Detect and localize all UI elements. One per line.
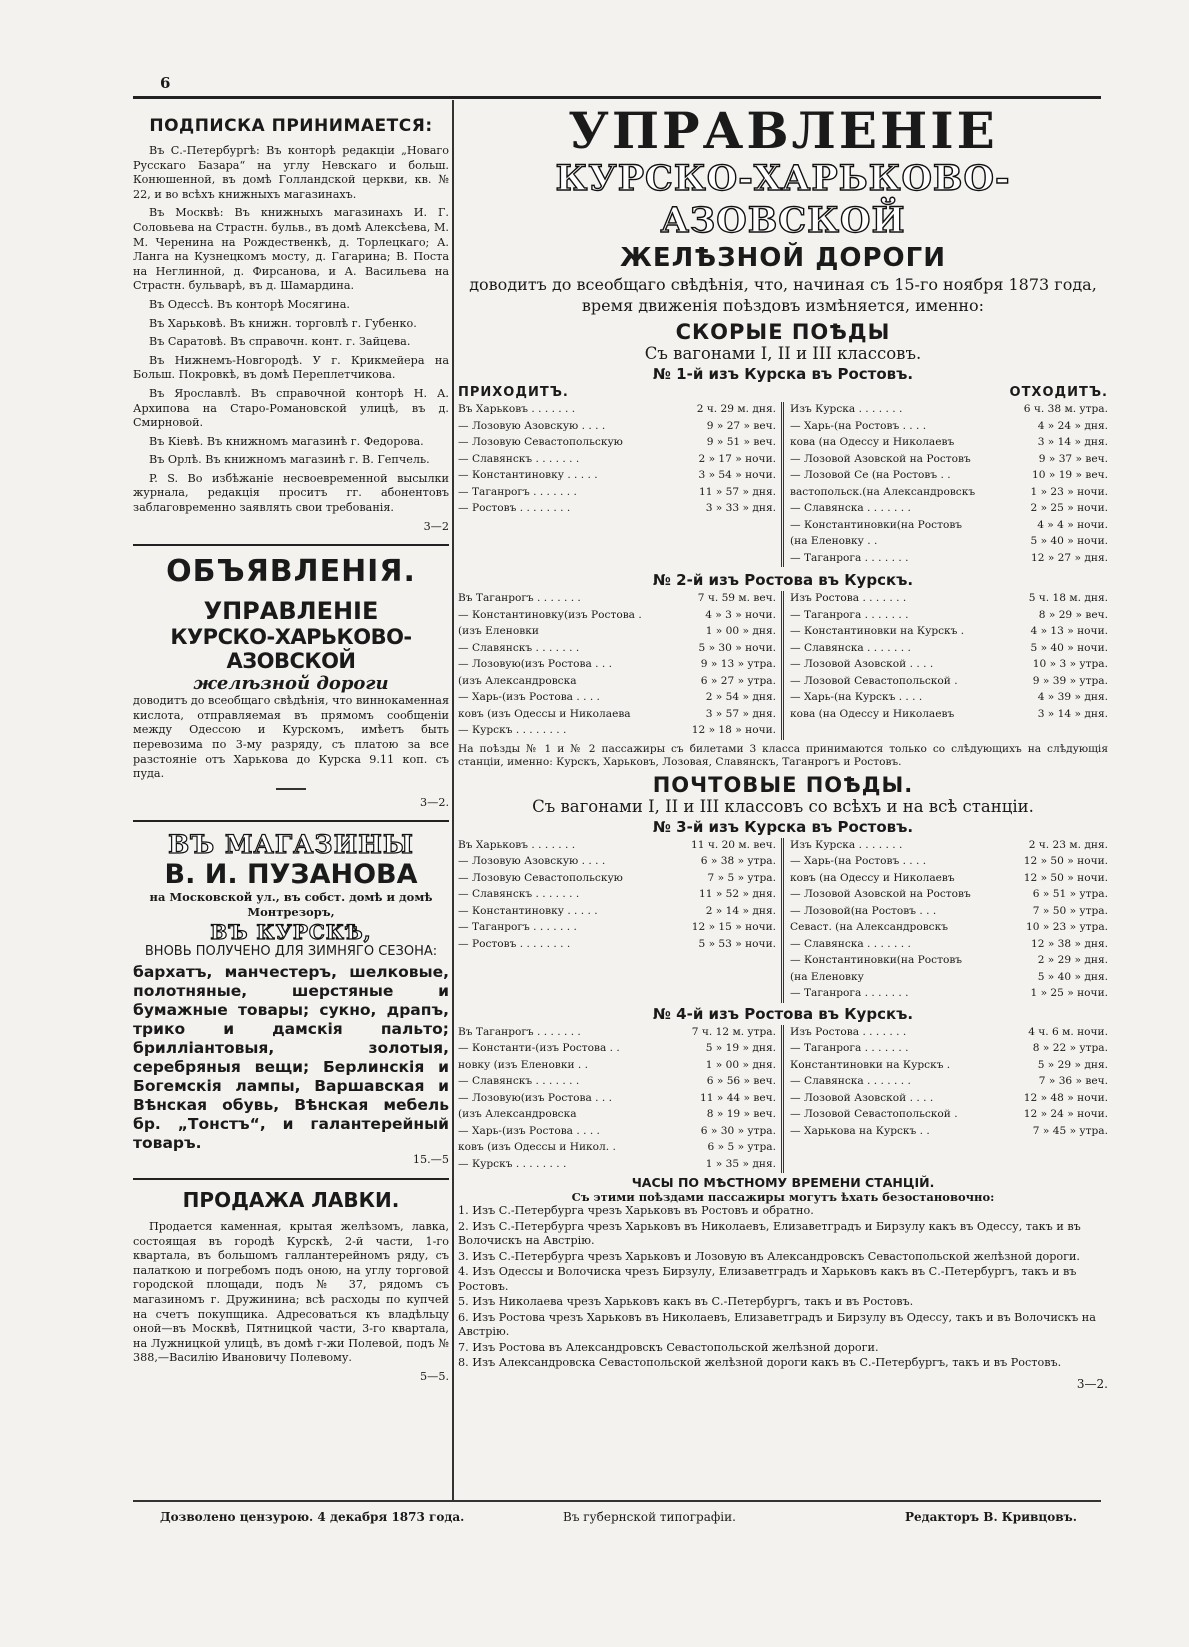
ad3-text: Продается каменная, крытая желѣзомъ, лавка, состоящая въ городѣ Курскѣ, 2-й части, 1-го квартала, въ большомъ галлантерейномъ ряду, съ палаткою и погребомъ подъ оною, на углу торговой городской площади, подъ № 37, рядомъ съ магазиномъ г. Дружинина; всѣ расходы по купчей на счетъ покупщика. Адресоваться къ владѣльцу оной—въ Москвѣ, Пятницкой части, 3-го квартала, на Лужницкой улицѣ, въ домѣ г-жи Полевой, подъ № 388,—Василію Ивановичу Полевому. (133, 1220, 449, 1365)
timetable-row (458, 641, 776, 658)
time-cell: 7 » 5 » утра. (707, 871, 776, 884)
station-cell: (изъ Александровска (458, 1108, 577, 1120)
time-cell: 12 » 50 » ночи. (1023, 855, 1108, 867)
station-cell: Изъ Курска . . . . . . . (790, 403, 903, 415)
timetable-row (790, 854, 1108, 871)
timetable-row (458, 452, 776, 469)
arrive-label: ПРИХОДИТЪ. (458, 385, 569, 400)
station-cell: Въ Харьковъ . . . . . . . (458, 403, 576, 415)
route-item: 3. Изъ С.-Петербурга чрезъ Харьковъ и Лозовую въ Александровскъ Севастопольской желѣзной дороги. (458, 1249, 1080, 1263)
subscription-entries (133, 144, 449, 516)
time-cell: 12 » 24 » ночи. (1023, 1108, 1108, 1120)
timetable-row (790, 402, 1108, 419)
ad1-dash (276, 788, 306, 790)
timetable-row (458, 937, 776, 954)
station-cell: — Константиновки на Курскъ . (790, 625, 965, 637)
timetable-row (790, 904, 1108, 921)
route-item: 2. Изъ С.-Петербурга чрезъ Харьковъ въ Николаевъ, Елизаветградъ и Бирзулу какъ въ Одессу, такъ и въ Волочискъ на Австрію. (458, 1219, 1081, 1247)
station-cell: — Константиновку(изъ Ростова . (458, 608, 642, 621)
timetable-row (790, 986, 1108, 1003)
time-cell: 4 » 13 » ночи. (1030, 625, 1108, 637)
subscription-entry: Въ С.-Петербургѣ: Въ конторѣ редакціи „Новаго Русскаго Базара“ на углу Невскаго и больш. Конюшенной, въ домѣ Голландской церкви, кв. № 22, и во всѣхъ книжныхъ магазинахъ. (133, 144, 449, 201)
timetable-row (458, 723, 776, 740)
time-cell: 3 » 14 » дня. (1037, 436, 1108, 448)
timetable-row (790, 501, 1108, 518)
station-cell: — Харь-(на Курскъ . . . . (790, 691, 923, 703)
subscription-title: ПОДПИСКА ПРИНИМАЕТСЯ: (149, 116, 433, 136)
time-cell: 1 » 00 » дня. (705, 1058, 776, 1071)
timetable-row (790, 591, 1108, 608)
timetable-row (790, 838, 1108, 855)
mail-sub: Съ вагонами I, II и III классовъ со всѣхъ и на всѣ станціи. (532, 796, 1034, 816)
station-cell: — Славянскъ . . . . . . . (458, 452, 580, 465)
time-cell: 2 ч. 29 м. дня. (696, 403, 776, 415)
time-cell: 12 » 27 » дня. (1030, 551, 1108, 564)
station-cell: — Лозовой Азовской на Ростовъ (790, 888, 971, 900)
station-cell: — Лозовой(на Ростовъ . . . (790, 904, 937, 917)
station-cell: Изъ Ростова . . . . . . . (790, 1025, 907, 1038)
timetable-row (458, 674, 776, 691)
time-cell: 3 » 54 » ночи. (698, 469, 776, 481)
station-cell: — Таганрога . . . . . . . (790, 987, 909, 999)
ad2-line4: ВЪ КУРСКѢ, (210, 920, 372, 945)
station-cell: ковъ (на Одессу и Николаевъ (790, 871, 955, 884)
train2-title: № 2-й изъ Ростова въ Курскъ. (652, 571, 914, 589)
express-title: СКОРЫЕ ПОѢДЫ (675, 320, 891, 344)
time-cell: 5 » 40 » ночи. (1030, 641, 1108, 654)
time-cell: 6 » 27 » утра. (700, 674, 776, 687)
time-cell: 11 » 44 » веч. (700, 1091, 776, 1104)
timetable-row (458, 1124, 776, 1141)
station-cell: (на Еленовку . . (790, 535, 878, 547)
timetable-row (790, 1058, 1108, 1075)
timetable-row (790, 1041, 1108, 1058)
ad2-line3: на Московской ул., въ собст. домѣ и домѣ Монтрезоръ, (149, 890, 433, 920)
station-cell: ковъ (изъ Одессы и Николаева (458, 707, 631, 720)
timetable-row (790, 1091, 1108, 1108)
top-rule (133, 96, 1101, 99)
time-cell: 9 » 51 » веч. (706, 436, 776, 448)
timetable-row (458, 608, 776, 625)
time-cell: 2 ч. 23 м. дня. (1028, 838, 1108, 851)
time-cell: 10 » 19 » веч. (1032, 469, 1108, 481)
subscription-sig: 3—2 (423, 519, 449, 533)
hours-sub: Съ этими поѣздами пассажиры могутъ ѣхать безостановочно: (571, 1190, 995, 1204)
station-cell: Константиновки на Курскъ . (790, 1058, 951, 1071)
station-cell: — Славянскъ . . . . . . . (458, 888, 580, 900)
timetable-row (790, 690, 1108, 707)
station-cell: — Константиновку . . . . . (458, 904, 598, 917)
ad2-line5: ВНОВЬ ПОЛУЧЕНО ДЛЯ ЗИМНЯГО СЕЗОНА: (144, 944, 438, 960)
editor-note: Редакторъ В. Кривцовъ. (905, 1510, 1077, 1524)
station-cell: — Константиновки(на Ростовъ (790, 954, 963, 966)
timetable-row (458, 904, 776, 921)
station-cell: — Таганрога . . . . . . . (790, 1042, 909, 1054)
station-cell: — Курскъ . . . . . . . . (458, 1157, 567, 1170)
station-cell: — Константиновки(на Ростовъ (790, 518, 963, 531)
station-cell: — Лозовую Азовскую . . . . (458, 855, 606, 867)
station-cell: новку (изъ Еленовки . . (458, 1058, 588, 1071)
time-cell: 9 » 39 » утра. (1032, 674, 1108, 687)
timetable-row (458, 1157, 776, 1174)
time-cell: 1 » 00 » дня. (705, 625, 776, 637)
station-cell: (изъ Александровска (458, 674, 577, 687)
subscription-entry: Въ Одессѣ. Въ конторѣ Мосягина. (149, 297, 350, 311)
timetable-row (458, 854, 776, 871)
timetable-row (458, 1074, 776, 1091)
station-cell: Въ Харьковъ . . . . . . . (458, 838, 576, 851)
time-cell: 8 » 22 » утра. (1032, 1042, 1108, 1054)
station-cell: — Лозовую(изъ Ростова . . . (458, 1091, 612, 1104)
timetable-row (790, 624, 1108, 641)
station-cell: — Харь-(на Ростовъ . . . . (790, 855, 927, 867)
timetable-row (458, 707, 776, 724)
station-cell: — Лозовой Севастопольской . (790, 674, 958, 687)
ad2-line2: В. И. ПУЗАНОВА (164, 859, 418, 891)
time-cell: 11 » 52 » дня. (698, 888, 776, 900)
timetable-row (458, 871, 776, 888)
time-cell: 3 » 57 » дня. (705, 707, 776, 720)
timetable-row (458, 402, 776, 419)
timetable-row (790, 920, 1108, 937)
time-cell: 4 ч. 6 м. ночи. (1028, 1025, 1108, 1038)
station-cell: — Харь-(изъ Ростова . . . . (458, 1124, 600, 1137)
timetable-row (790, 887, 1108, 904)
timetable-row (458, 485, 776, 502)
station-cell: — Таганрогъ . . . . . . . (458, 485, 577, 498)
time-cell: 4 » 3 » ночи. (705, 608, 776, 621)
timetable-row (790, 953, 1108, 970)
left-column (133, 112, 449, 1385)
column-divider (452, 100, 454, 1500)
train3-arrivals (458, 838, 776, 1003)
separator (133, 544, 449, 546)
ad1-sig: 3—2. (420, 795, 449, 809)
timetable-row (458, 920, 776, 937)
station-cell: ковъ (изъ Одессы и Никол. . (458, 1141, 616, 1153)
time-cell: 9 » 37 » веч. (1038, 452, 1108, 465)
station-cell: — Лозовую Севастопольскую (458, 436, 623, 448)
separator (133, 820, 449, 822)
printer-note: Въ губернской типографіи. (563, 1510, 736, 1524)
express-sub: Съ вагонами I, II и III классовъ. (644, 344, 922, 363)
timetable-row (790, 608, 1108, 625)
time-cell: 11 » 57 » дня. (698, 485, 776, 498)
timetable-row (790, 551, 1108, 568)
timetable-row (458, 690, 776, 707)
ad2-line1: ВЪ МАГАЗИНЫ (168, 830, 414, 860)
station-cell: — Славянска . . . . . . . (790, 1075, 911, 1087)
time-cell: 12 » 15 » ночи. (691, 921, 776, 933)
station-cell: — Славянскъ . . . . . . . (458, 1075, 580, 1087)
ad1-line1: УПРАВЛЕНІЕ (203, 597, 379, 626)
timetable-row (790, 518, 1108, 535)
time-cell: 5 » 30 » ночи. (698, 641, 776, 654)
time-cell: 2 » 14 » дня. (705, 904, 776, 917)
ad2-goods: бархатъ, манчестеръ, шелковые, полотняные, шерстяные и бумажные товары; сукно, драпъ, трико и дамскія пальто; брилліантовыя, золотыя, серебряныя вещи; Берлинскія и Богемскія лампы, Варшавская и Вѣнская обувь, Вѣнская мебель бр. „Тонстъ“, и галантерейный товаръ. (133, 963, 449, 1153)
time-cell: 2 » 17 » ночи. (698, 452, 776, 465)
train2-tables (458, 591, 1108, 740)
station-cell: — Ростовъ . . . . . . . . (458, 502, 571, 514)
timetable-row (790, 468, 1108, 485)
ad1-line3: желѣзной дороги (193, 673, 389, 695)
timetable-row (790, 674, 1108, 691)
timetable-row (790, 707, 1108, 724)
timetable-row (458, 838, 776, 855)
time-cell: 7 » 45 » утра. (1032, 1124, 1108, 1137)
timetable-row (790, 1074, 1108, 1091)
station-cell: — Лозовой Азовской . . . . (790, 1091, 934, 1104)
time-cell: 4 » 24 » дня. (1037, 419, 1108, 432)
subscription-entry: Въ Нижнемъ-Новгородѣ. У г. Крикмейера на Больш. Покровкѣ, въ домѣ Переплетчикова. (133, 353, 449, 382)
station-cell: — Ростовъ . . . . . . . . (458, 937, 571, 950)
station-cell: (на Еленовку (790, 970, 864, 983)
station-cell: — Славянска . . . . . . . (790, 641, 911, 654)
time-cell: 2 » 25 » ночи. (1030, 502, 1108, 514)
time-cell: 3 » 14 » дня. (1037, 707, 1108, 720)
time-cell: 3 » 33 » дня. (705, 502, 776, 514)
ad1-text: доводитъ до всеобщаго свѣдѣнія, что виннокаменная кислота, отправляемая въ прямомъ сообщеніи между Одессою и Курскомъ, имѣетъ быть перевозима по 3-му разряду, съ платою за все разстояніе отъ Харькова до Курска 9.11 коп. съ пуда. (133, 694, 449, 781)
time-cell: 1 » 35 » дня. (705, 1157, 776, 1170)
timetable-row (458, 501, 776, 518)
station-cell: Изъ Курска . . . . . . . (790, 838, 903, 851)
time-cell: 5 » 29 » дня. (1037, 1058, 1108, 1071)
time-cell: 4 » 4 » ночи. (1037, 518, 1108, 531)
time-cell: 4 » 39 » дня. (1037, 691, 1108, 703)
route-item: 6. Изъ Ростова чрезъ Харьковъ въ Николаевъ, Елизаветградъ и Бирзулу въ Одессу, такъ и въ Волочискъ на Австрію. (458, 1310, 1096, 1338)
railway-title2: КУРСКО-ХАРЬКОВО-АЗОВСКОЙ (555, 158, 1011, 241)
timetable-row (790, 435, 1108, 452)
station-cell: — Лозовую Азовскую . . . . (458, 419, 606, 432)
station-cell: — Таганрога . . . . . . . (790, 551, 909, 564)
mail-title: ПОЧТОВЫЕ ПОѢДЫ. (652, 772, 914, 797)
time-cell: 12 » 48 » ночи. (1023, 1091, 1108, 1104)
timetable-row (458, 1107, 776, 1124)
railway-title1: УПРАВЛЕНІЕ (568, 101, 998, 160)
timetable-row (458, 435, 776, 452)
train3-title: № 3-й изъ Курска въ Ростовъ. (652, 817, 914, 836)
arr-dep-header (458, 385, 1108, 400)
timetable-row (790, 871, 1108, 888)
train1-title: № 1-й изъ Курска въ Ростовъ. (652, 365, 914, 383)
right-column (458, 101, 1108, 1391)
time-cell: 12 » 18 » ночи. (691, 724, 776, 736)
timetable-row (458, 887, 776, 904)
timetable-row (790, 641, 1108, 658)
timetable-row (790, 485, 1108, 502)
time-cell: 5 » 19 » дня. (705, 1042, 776, 1054)
time-cell: 1 » 23 » ночи. (1030, 485, 1108, 498)
train4-arrivals (458, 1025, 776, 1174)
station-cell: — Славянска . . . . . . . (790, 502, 911, 514)
subscription-entry: Въ Ярославлѣ. Въ справочной конторѣ Н. А. Архипова на Старо-Романовской улицѣ, въ д. Смирновой. (133, 386, 449, 430)
station-cell: — Таганрогъ . . . . . . . (458, 921, 577, 933)
station-cell: — Славянскъ . . . . . . . (458, 641, 580, 654)
hours-title: ЧАСЫ ПО МѢСТНОМУ ВРЕМЕНИ СТАНЦІЙ. (631, 1175, 935, 1190)
train1-departures (781, 402, 1108, 567)
separator (133, 1178, 449, 1180)
time-cell: 7 ч. 59 м. веч. (697, 592, 776, 604)
ads-title: ОБЪЯВЛЕНІЯ. (166, 554, 416, 590)
time-cell: 2 » 29 » дня. (1037, 954, 1108, 966)
train2-arrivals (458, 591, 776, 740)
time-cell: 6 » 38 » утра. (700, 855, 776, 867)
route-item: 7. Изъ Ростова въ Александровскъ Севастопольской желѣзной дороги. (458, 1340, 879, 1354)
station-cell: — Таганрога . . . . . . . (790, 608, 909, 621)
routes-list (458, 1204, 1108, 1371)
station-cell: (изъ Еленовки (458, 625, 539, 637)
time-cell: 10 » 3 » утра. (1032, 658, 1108, 670)
train2-departures (781, 591, 1108, 740)
timetable-row (458, 1025, 776, 1042)
timetable-row (790, 937, 1108, 954)
station-cell: Въ Таганрогъ . . . . . . . (458, 592, 581, 604)
station-cell: — Лозовой Севастопольской . (790, 1108, 958, 1120)
station-cell: — Лозовую(изъ Ростова . . . (458, 658, 612, 670)
time-cell: 1 » 25 » ночи. (1030, 987, 1108, 999)
station-cell: Въ Таганрогъ . . . . . . . (458, 1025, 581, 1038)
time-cell: 11 ч. 20 м. веч. (690, 838, 776, 851)
ad1-line2: КУРСКО-ХАРЬКОВО-АЗОВСКОЙ (170, 625, 412, 674)
station-cell: — Лозовой Се (на Ростовъ . . (790, 469, 951, 481)
timetable-row (458, 624, 776, 641)
railway-sig: 3—2. (1076, 1376, 1108, 1391)
timetable-row (458, 1091, 776, 1108)
timetable-row (458, 468, 776, 485)
station-cell: вастопольск.(на Александровскъ (790, 485, 976, 498)
train3-tables (458, 838, 1108, 1003)
time-cell: 8 » 29 » веч. (1038, 608, 1108, 621)
time-cell: 9 » 13 » утра. (700, 658, 776, 670)
timetable-row (790, 419, 1108, 436)
route-item: 4. Изъ Одессы и Волочиска чрезъ Бирзулу, Елизаветградъ и Харьковъ какъ въ С.-Петербургъ, такъ и въ Ростовъ. (458, 1265, 1077, 1293)
time-cell: 5 ч. 18 м. дня. (1028, 592, 1108, 604)
time-cell: 6 » 5 » утра. (707, 1141, 776, 1153)
subscription-entry: Въ Орлѣ. Въ книжномъ магазинѣ г. В. Гепчель. (149, 453, 430, 467)
subscription-entry: Въ Харьковѣ. Въ книжн. торговлѣ г. Губенко. (149, 316, 417, 330)
class3-note: На поѣзды № 1 и № 2 пассажиры съ билетами 3 класса принимаются только со слѣдующихъ на слѣдующія станціи, именно: Курскъ, Харьковъ, Лозовая, Славянскъ, Таганрогъ и Ростовъ. (458, 742, 1108, 768)
ad2-sig: 15.—5 (412, 1153, 449, 1167)
station-cell: Севаст. (на Александровскъ (790, 921, 948, 933)
station-cell: — Харькова на Курскъ . . (790, 1124, 930, 1137)
time-cell: 6 » 51 » утра. (1032, 888, 1108, 900)
route-item: 5. Изъ Николаева чрезъ Харьковъ какъ въ С.-Петербургъ, такъ и въ Ростовъ. (458, 1295, 914, 1308)
bottom-rule (133, 1500, 1101, 1502)
time-cell: 8 » 19 » веч. (706, 1108, 776, 1120)
station-cell: кова (на Одессу и Николаевъ (790, 707, 955, 720)
timetable-row (458, 1041, 776, 1058)
station-cell: — Харь-(изъ Ростова . . . . (458, 691, 600, 703)
train4-title: № 4-й изъ Ростова въ Курскъ. (652, 1004, 914, 1023)
time-cell: 5 » 53 » ночи. (698, 937, 776, 950)
time-cell: 7 ч. 12 м. утра. (691, 1025, 776, 1038)
time-cell: 6 » 30 » утра. (700, 1124, 776, 1137)
route-item: 8. Изъ Александровска Севастопольской желѣзной дороги какъ въ С.-Петербургъ, такъ и въ Ростовъ. (458, 1356, 1062, 1369)
station-cell: — Лозовую Севастопольскую (458, 871, 623, 884)
censor-note: Дозволено цензурою. 4 декабря 1873 года. (160, 1510, 465, 1524)
train3-departures (781, 838, 1108, 1003)
time-cell: 12 » 38 » дня. (1030, 937, 1108, 950)
time-cell: 5 » 40 » дня. (1037, 970, 1108, 983)
timetable-row (790, 1124, 1108, 1141)
timetable-row (790, 534, 1108, 551)
train1-tables (458, 402, 1108, 567)
subscription-entry: Въ Саратовѣ. Въ справочн. конт. г. Зайцева. (149, 335, 411, 349)
train4-departures (781, 1025, 1108, 1174)
railway-lead: доводитъ до всеобщаго свѣдѣнія, что, начиная съ 15-го ноября 1873 года, время движенія поѣздовъ измѣняется, именно: (469, 275, 1097, 315)
station-cell: — Лозовой Азовской на Ростовъ (790, 452, 971, 465)
ad3-sig: 5—5. (420, 1369, 449, 1383)
station-cell: ковa (на Одессу и Николаевъ (790, 436, 955, 448)
time-cell: 6 ч. 38 м. утра. (1023, 403, 1108, 415)
page-number: 6 (160, 74, 171, 92)
time-cell: 7 » 50 » утра. (1032, 904, 1108, 917)
station-cell: Изъ Ростова . . . . . . . (790, 592, 907, 604)
timetable-row (790, 970, 1108, 987)
timetable-row (458, 1140, 776, 1157)
time-cell: 12 » 50 » ночи. (1023, 871, 1108, 884)
train4-tables (458, 1025, 1108, 1174)
station-cell: — Славянска . . . . . . . (790, 937, 911, 950)
route-item: 1. Изъ С.-Петербурга чрезъ Харьковъ въ Ростовъ и обратно. (458, 1204, 814, 1217)
timetable-row (790, 452, 1108, 469)
train1-arrivals (458, 402, 776, 567)
time-cell: 5 » 40 » ночи. (1030, 535, 1108, 547)
timetable-row (790, 1025, 1108, 1042)
timetable-row (790, 657, 1108, 674)
timetable-row (458, 591, 776, 608)
ad3-title: ПРОДАЖА ЛАВКИ. (182, 1188, 400, 1212)
subscription-entry: Въ Москвѣ: Въ книжныхъ магазинахъ И. Г. Соловьева на Страстн. бульв., въ домѣ Алексѣева, М. М. Черенина на Рождественкѣ, д. Торлецкаго; А. Ланга на Кузнецкомъ мосту, д. Гагарина; В. Поста на Неглинной, д. Фирсанова, и А. Васильева на Страстн. бульварѣ, въ д. Шамардина. (133, 206, 449, 293)
railway-title3: ЖЕЛѢЗНОЙ ДОРОГИ (620, 243, 946, 273)
time-cell: 2 » 54 » дня. (705, 691, 776, 703)
timetable-row (458, 657, 776, 674)
station-cell: — Курскъ . . . . . . . . (458, 724, 567, 736)
depart-label: ОТХОДИТЪ. (1009, 385, 1108, 400)
subscription-entry: Въ Кіевѣ. Въ книжномъ магазинѣ г. Федорова. (149, 434, 424, 448)
timetable-row (458, 1058, 776, 1075)
timetable-row (790, 1107, 1108, 1124)
time-cell: 9 » 27 » веч. (706, 419, 776, 432)
time-cell: 7 » 36 » веч. (1038, 1075, 1108, 1087)
station-cell: — Лозовой Азовской . . . . (790, 658, 934, 670)
station-cell: — Константи-(изъ Ростова . . (458, 1042, 620, 1054)
subscription-entry: P. S. Во избѣжаніе несвоевременной высылки журнала, редакція проситъ гг. абонентовъ заблаговременно заявлять свои требованія. (133, 471, 449, 515)
timetable-row (458, 419, 776, 436)
station-cell: — Константиновку . . . . . (458, 469, 598, 481)
time-cell: 10 » 23 » утра. (1026, 921, 1108, 933)
station-cell: — Харь-(на Ростовъ . . . . (790, 419, 927, 432)
time-cell: 6 » 56 » веч. (706, 1075, 776, 1087)
